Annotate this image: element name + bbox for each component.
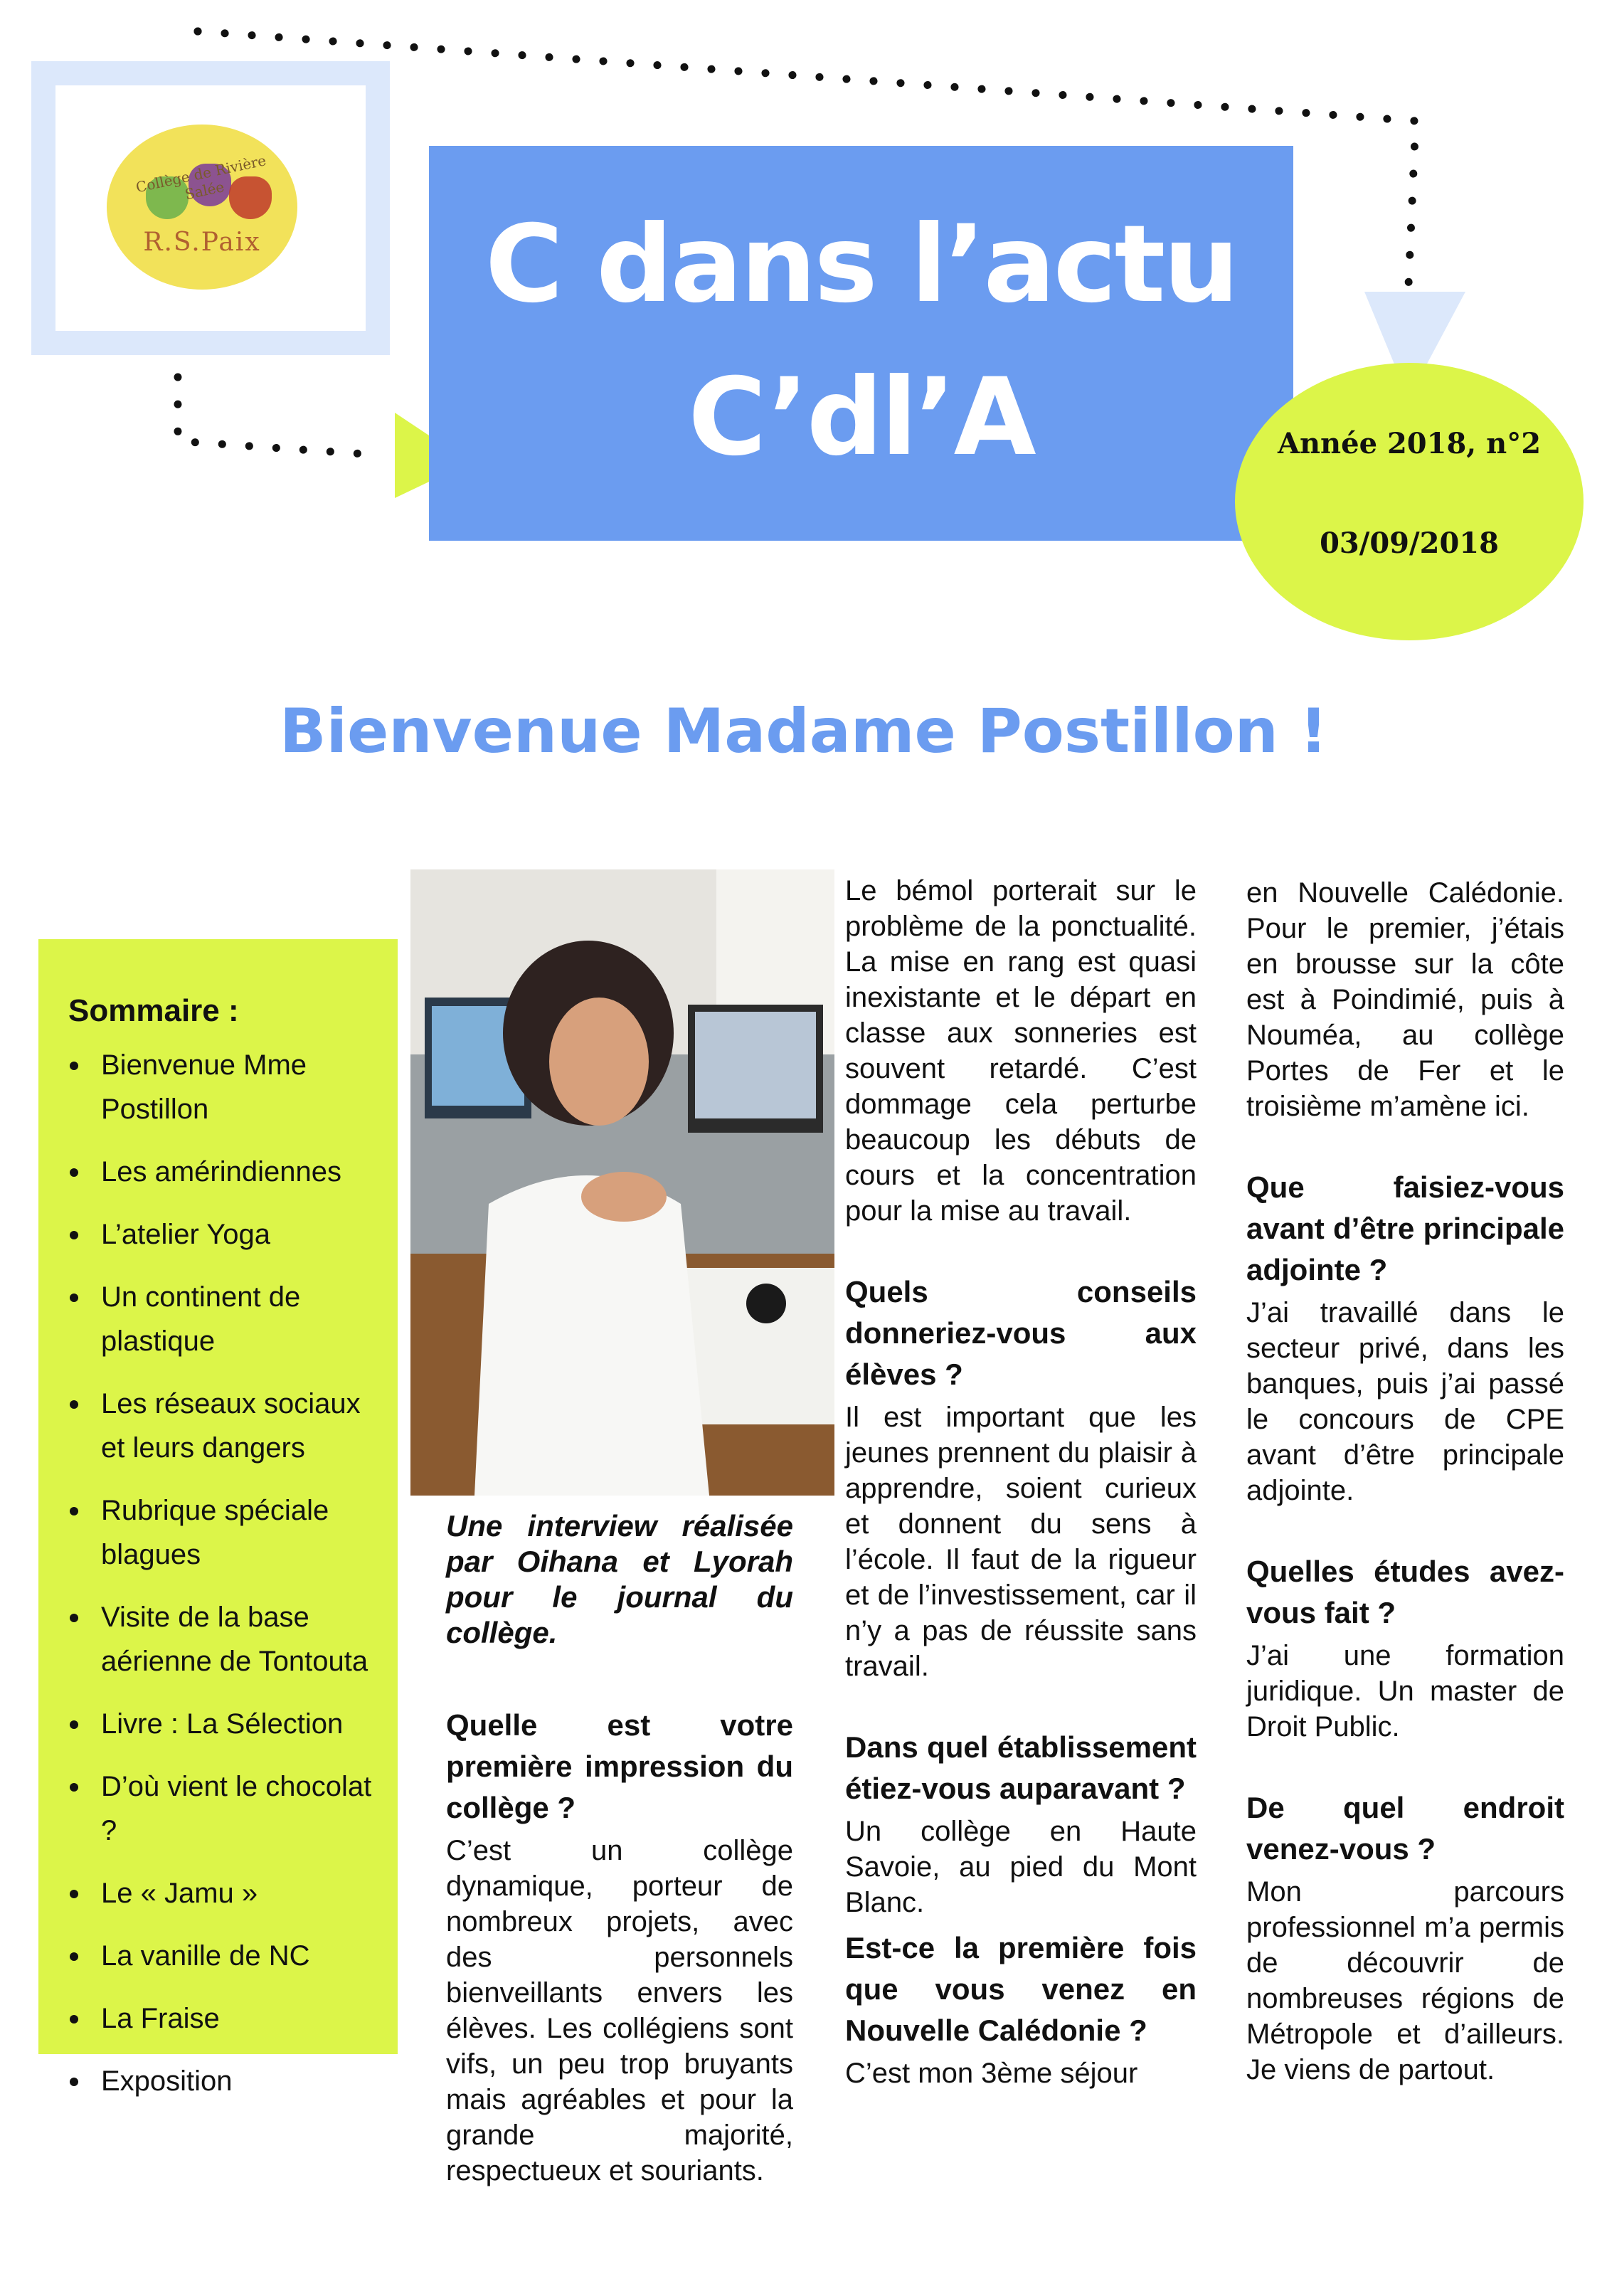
sommaire-item: Visite de la base aérienne de Tontouta: [68, 1595, 381, 1683]
issue-date: 03/09/2018: [1320, 527, 1499, 560]
sommaire-item: Exposition: [68, 2059, 381, 2103]
interview-answer: Il est important que les jeunes prennent du plaisir à apprendre, soient curieux et donnent du sens à l’école. Il faut de la rigueur et de l’investissement, car il n’y a pas de réussite sans travail.: [845, 1402, 1197, 1682]
sommaire-item: D’où vient le chocolat ?: [68, 1765, 381, 1853]
interview-question: Quels conseils donneriez-vous aux élèves ?: [845, 1275, 1197, 1391]
sommaire-item: Rubrique spéciale blagues: [68, 1488, 381, 1577]
interview-answer: Mon parcours professionnel m’a permis de découvrir de nombreuses régions de Métropole et d’ailleurs. Je viens de partout.: [1246, 1876, 1564, 2085]
sommaire-list: [68, 1043, 381, 2122]
interview-answer: Le bémol porterait sur le problème de la ponctualité. La mise en rang est quasi inexistante et le départ en classe aux sonneries est souvent retardé. C’est dommage cela perturbe beaucoup les débuts de cours et la concentration pour la mise au travail.: [845, 875, 1197, 1227]
logo-top-text: Collège de Rivière Salée: [134, 152, 268, 203]
sommaire-item: La Fraise: [68, 1996, 381, 2041]
photo-caption: Une interview réalisée par Oihana et Lyorah pour le journal du collège.: [446, 1509, 793, 1649]
interview-question: Quelles études avez-vous fait ?: [1246, 1555, 1564, 1629]
interview-answer: C’est mon 3ème séjour: [845, 2058, 1138, 2089]
photo-illustration: [410, 869, 834, 1496]
interview-question: Est-ce la première fois que vous venez en Nouvelle Calédonie ?: [845, 1931, 1197, 2047]
interview-photo: [410, 869, 834, 1496]
newspaper-subtitle: C’dl’A: [688, 356, 1034, 480]
article-column-3: [1246, 875, 1564, 2130]
interview-answer: C’est un collège dynamique, porteur de nombreux projets, avec des personnels bienveillants envers les élèves. Les collégiens sont vifs, un peu trop bruyants mais agréables et pour la grande majorité, respectueux et souriants.: [446, 1835, 793, 2186]
sommaire-title: Sommaire :: [68, 993, 239, 1028]
interview-answer: J’ai une formation juridique. Un master de Droit Public.: [1246, 1640, 1564, 1742]
sommaire-item: Les réseaux sociaux et leurs dangers: [68, 1382, 381, 1470]
sommaire-item: Le « Jamu »: [68, 1871, 381, 1915]
article-column-2: [845, 873, 1197, 2134]
logo-bottom-text: R.S.Paix: [143, 228, 261, 257]
interview-question: Que faisiez-vous avant d’être principale adjointe ?: [1246, 1170, 1564, 1286]
sommaire-item: L’atelier Yoga: [68, 1212, 381, 1257]
sommaire-item: Livre : La Sélection: [68, 1702, 381, 1746]
interview-answer: J’ai travaillé dans le secteur privé, dans les banques, puis j’ai passé le concours de CPE avant d’être principale adjointe.: [1246, 1297, 1564, 1506]
interview-answer: Un collège en Haute Savoie, au pied du Mont Blanc.: [845, 1816, 1197, 1918]
sommaire-item: Les amérindiennes: [68, 1150, 381, 1194]
article-headline: Bienvenue Madame Postillon !: [279, 696, 1328, 767]
sommaire-item: Un continent de plastique: [68, 1275, 381, 1363]
interview-answer: en Nouvelle Calédonie. Pour le premier, j’étais en brousse sur la côte est à Poindimié, puis à Nouméa, au collège Portes de Fer et le troisième m’amène ici.: [1246, 877, 1564, 1122]
sommaire-item: La vanille de NC: [68, 1934, 381, 1978]
interview-question: Quelle est votre première impression du collège ?: [446, 1708, 793, 1824]
newspaper-title: C dans l’actu: [484, 203, 1238, 327]
sommaire-item: Bienvenue Mme Postillon: [68, 1043, 381, 1131]
issue-badge: [1235, 363, 1584, 640]
interview-question: Dans quel établissement étiez-vous auparavant ?: [845, 1730, 1197, 1805]
interview-question: De quel endroit venez-vous ?: [1246, 1791, 1564, 1866]
issue-number: Année 2018, n°2: [1277, 427, 1542, 460]
article-column-1: [446, 1508, 793, 2231]
